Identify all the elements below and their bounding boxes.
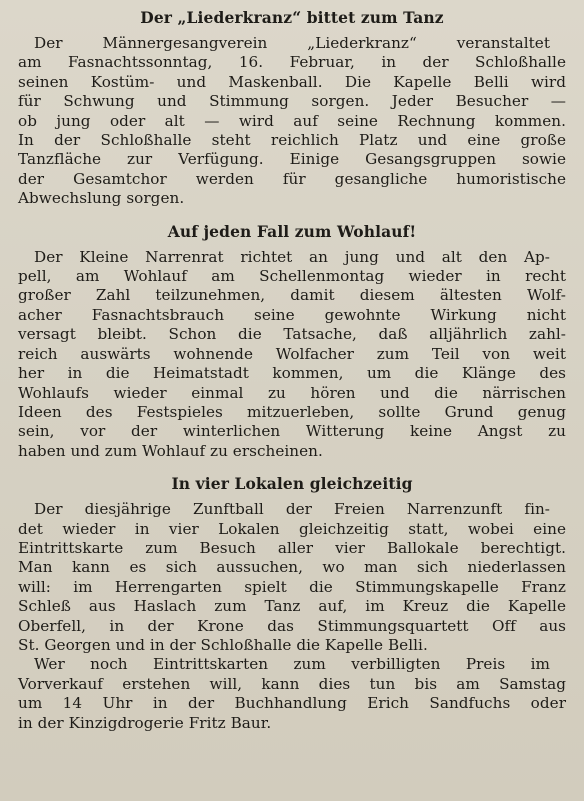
text-line: um 14 Uhr in der Buchhandlung Erich Sandfuchs oder [18, 694, 566, 713]
article-headline: Auf jeden Fall zum Wohlauf! [167, 221, 417, 241]
article-paragraph [18, 248, 566, 461]
text-line: am Fasnachtssonntag, 16. Februar, in der Schloßhalle [18, 53, 566, 72]
text-line: ob jung oder alt — wird auf seine Rechnung kommen. [18, 111, 566, 130]
article [18, 222, 566, 461]
text-line: In der Schloßhalle steht reichlich Platz und eine große [18, 131, 566, 150]
text-line: Eintrittskarte zum Besuch aller vier Ballokale berechtigt. [18, 538, 566, 557]
text-line: haben und zum Wohlauf zu erscheinen. [18, 441, 323, 460]
article [18, 8, 566, 209]
text-line: Abwechslung sorgen. [18, 189, 185, 208]
article-list [18, 8, 566, 733]
text-line: Vorverkauf erstehen will, kann dies tun bis am Samstag [18, 674, 566, 693]
text-line: Der Kleine Narrenrat richtet an jung und alt den Ap- [34, 247, 550, 266]
text-line: seinen Kostüm- und Maskenball. Die Kapelle Belli wird [18, 72, 566, 91]
text-line: großer Zahl teilzunehmen, damit diesem ältesten Wolf- [18, 286, 566, 305]
article-headline: Der „Liederkranz“ bittet zum Tanz [140, 8, 444, 27]
text-line: Ideen des Festspieles mitzuerleben, sollte Grund genug [18, 402, 566, 421]
text-line: pell, am Wohlauf am Schellenmontag wieder in recht [18, 267, 566, 286]
text-line: acher Fasnachtsbrauch seine gewohnte Wirkung nicht [18, 305, 566, 324]
text-line: St. Georgen und in der Schloßhalle die Kapelle Belli. [18, 635, 428, 654]
article-paragraph [18, 500, 566, 655]
article-headline: In vier Lokalen gleichzeitig [171, 474, 413, 494]
text-line: will: im Herrengarten spielt die Stimmungskapelle Franz [18, 577, 566, 596]
text-line: sein, vor der winterlichen Witterung keine Angst zu [18, 422, 566, 441]
text-line: Man kann es sich aussuchen, wo man sich niederlassen [18, 558, 566, 577]
text-line: det wieder in vier Lokalen gleichzeitig statt, wobei eine [18, 519, 566, 538]
text-line: in der Kinzigdrogerie Fritz Baur. [18, 713, 272, 732]
text-line: der Gesamtchor werden für gesangliche humoristische [18, 169, 566, 188]
text-line: Der Männergesangverein „Liederkranz“ veranstaltet [34, 34, 550, 52]
article-paragraph [18, 34, 566, 209]
text-line: Wohlaufs wieder einmal zu hören und die närrischen [18, 383, 566, 402]
text-line: für Schwung und Stimmung sorgen. Jeder Besucher — [18, 92, 566, 111]
text-line: Oberfell, in der Krone das Stimmungsquartett Off aus [18, 616, 566, 635]
text-line: versagt bleibt. Schon die Tatsache, daß alljährlich zahl- [18, 325, 566, 344]
text-line: Der diesjährige Zunftball der Freien Narrenzunft fin- [34, 500, 550, 519]
text-line: Schleß aus Haslach zum Tanz auf, im Kreuz die Kapelle [18, 597, 566, 616]
text-line: her in die Heimatstadt kommen, um die Klänge des [18, 364, 566, 383]
text-line: Tanzfläche zur Verfügung. Einige Gesangsgruppen sowie [18, 150, 566, 169]
article [18, 474, 566, 733]
text-line: reich auswärts wohnende Wolfacher zum Teil von weit [18, 344, 566, 363]
text-line: Wer noch Eintrittskarten zum verbilligten Preis im [34, 655, 550, 674]
article-paragraph [18, 655, 566, 733]
